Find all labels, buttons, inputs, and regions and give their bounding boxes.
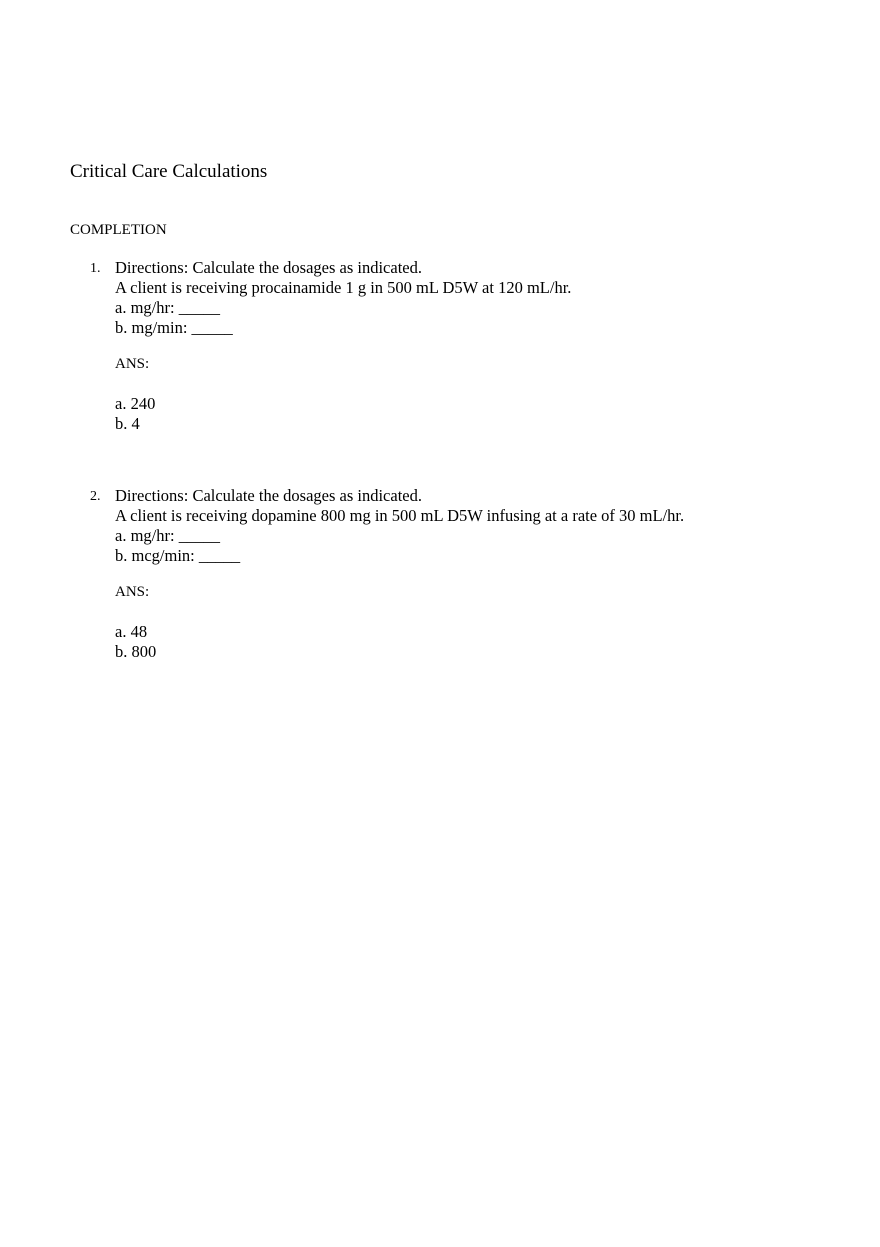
question-directions: Directions: Calculate the dosages as indicated. (115, 486, 422, 505)
question-number: 2. (90, 489, 101, 504)
answer-label: ANS: (115, 584, 150, 600)
question-part-a: a. mg/hr: _____ (115, 298, 220, 317)
question-body (115, 486, 815, 662)
document-title: Critical Care Calculations (70, 161, 268, 182)
question-directions: Directions: Calculate the dosages as indicated. (115, 258, 422, 277)
answer-b: b. 4 (115, 414, 140, 433)
answer-a: a. 240 (115, 394, 156, 413)
answer-label: ANS: (115, 356, 150, 372)
question-prompt: A client is receiving dopamine 800 mg in 500 mL D5W infusing at a rate of 30 mL/hr. (115, 506, 685, 525)
answer-b: b. 800 (115, 642, 157, 661)
question-part-b: b. mg/min: _____ (115, 318, 233, 337)
question-number: 1. (90, 261, 101, 276)
question-part-b: b. mcg/min: _____ (115, 546, 241, 565)
question-body (115, 258, 815, 434)
section-heading: COMPLETION (70, 222, 167, 238)
question-part-a: a. mg/hr: _____ (115, 526, 220, 545)
question-prompt: A client is receiving procainamide 1 g in 500 mL D5W at 120 mL/hr. (115, 278, 572, 297)
answer-a: a. 48 (115, 622, 148, 641)
